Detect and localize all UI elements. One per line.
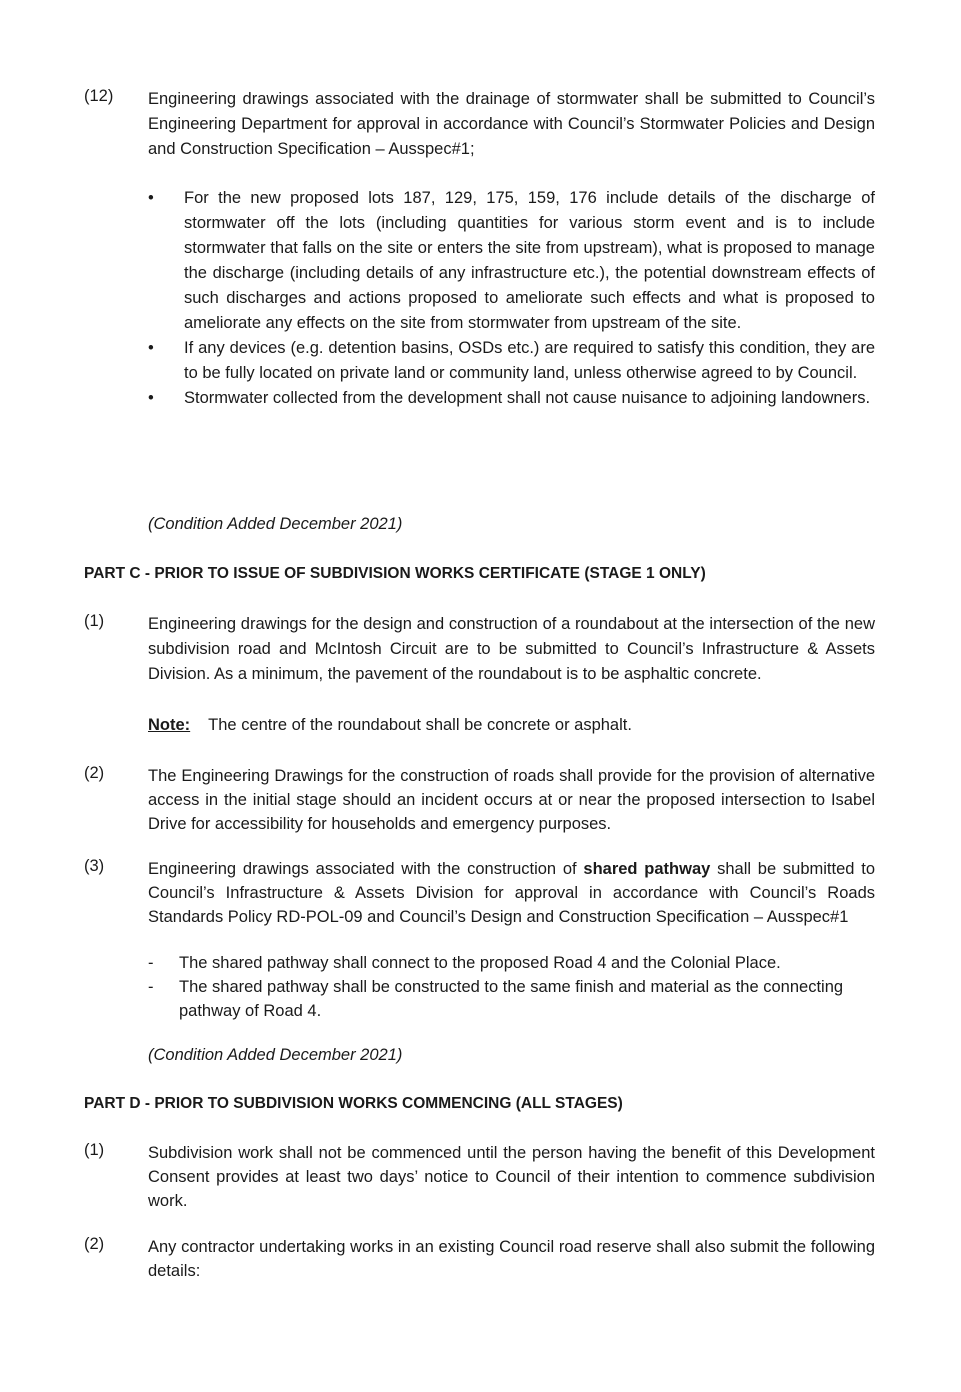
part-c-note bbox=[148, 713, 875, 738]
dash-icon: - bbox=[148, 954, 154, 972]
list-item bbox=[148, 386, 875, 411]
part-c-heading: PART C - PRIOR TO ISSUE OF SUBDIVISION WORKS CERTIFICATE (STAGE 1 ONLY) bbox=[84, 565, 706, 582]
note-text: The centre of the roundabout shall be concrete or asphalt. bbox=[208, 716, 632, 734]
dash-icon: - bbox=[148, 978, 154, 996]
dash-text: The shared pathway shall connect to the proposed Road 4 and the Colonial Place. bbox=[179, 954, 781, 972]
list-item bbox=[148, 951, 875, 975]
item-number: (2) bbox=[84, 764, 105, 782]
part-c-item-3-dash-list bbox=[148, 951, 875, 1023]
list-item bbox=[148, 975, 875, 1023]
item-number: (3) bbox=[84, 857, 105, 875]
item-number: (2) bbox=[84, 1235, 105, 1253]
bullet-text: For the new proposed lots 187, 129, 175, 159, 176 include details of the discharge of stormwater off the lots (including quantities for various storm event and is to include stormwater that falls on the site or enters the site from upstream), what is proposed to manage the discharge (including details of any infrastructure etc.), the potential downstream effects of such discharges and actions proposed to ameliorate such effects and what is proposed to ameliorate any effects on the site from stormwater from upstream of the site. bbox=[184, 189, 875, 332]
list-item bbox=[148, 186, 875, 336]
text-run: Engineering drawings associated with the construction of bbox=[148, 860, 584, 878]
bullet-text: Stormwater collected from the development shall not cause nuisance to adjoining landowners. bbox=[184, 389, 871, 407]
part-d-item-1-text: Subdivision work shall not be commenced until the person having the benefit of this Development Consent provides at least two days’ notice to Council of their intention to commence subdivision work. bbox=[148, 1144, 875, 1210]
bullet-icon: • bbox=[148, 189, 154, 207]
bullet-icon: • bbox=[148, 339, 154, 357]
part-c-item-2-text: The Engineering Drawings for the construction of roads shall provide for the provision of alternative access in the initial stage should an incident occurs at or near the proposed intersection to Isabel Drive for accessibility for households and emergency purposes. bbox=[148, 767, 875, 833]
item-number: (1) bbox=[84, 612, 105, 630]
part-c-item-1-text: Engineering drawings for the design and construction of a roundabout at the intersection of the new subdivision road and McIntosh Circuit are to be submitted to Council’s Infrastructure & Assets Division. As a minimum, the pavement of the roundabout is to be asphaltic concrete. bbox=[148, 615, 875, 683]
bullet-icon: • bbox=[148, 389, 154, 407]
bullet-text: If any devices (e.g. detention basins, OSDs etc.) are required to satisfy this condition, they are to be fully located on private land or community land, unless otherwise agreed to by Council. bbox=[184, 339, 875, 382]
note-label: Note: bbox=[148, 716, 191, 734]
item-12-text: Engineering drawings associated with the drainage of stormwater shall be submitted to Council’s Engineering Department for approval in accordance with Council’s Stormwater Policies and Design and Construction Specification – Ausspec#1; bbox=[148, 90, 875, 158]
item-12-bullet-list bbox=[148, 186, 875, 411]
item-number: (12) bbox=[84, 87, 114, 105]
item-number: (1) bbox=[84, 1141, 105, 1159]
list-item bbox=[148, 336, 875, 386]
part-d-item-2-text: Any contractor undertaking works in an existing Council road reserve shall also submit the following details: bbox=[148, 1238, 875, 1280]
part-d-heading: PART D - PRIOR TO SUBDIVISION WORKS COMMENCING (ALL STAGES) bbox=[84, 1095, 623, 1112]
emphasis-text: shared pathway bbox=[583, 860, 711, 878]
condition-added-note: (Condition Added December 2021) bbox=[148, 1046, 403, 1064]
condition-added-note: (Condition Added December 2021) bbox=[148, 515, 403, 533]
text-run: shall be submitted to Council’s Infrastructure & Assets Division for approval in accordance with Council’s Roads Standards Policy RD-POL-09 and Council’s Design and Construction Specification – Ausspec#1 bbox=[148, 860, 875, 926]
dash-text: The shared pathway shall be constructed to the same finish and material as the connecting pathway of Road 4. bbox=[179, 978, 844, 1020]
part-c-item-3-text bbox=[148, 857, 875, 929]
